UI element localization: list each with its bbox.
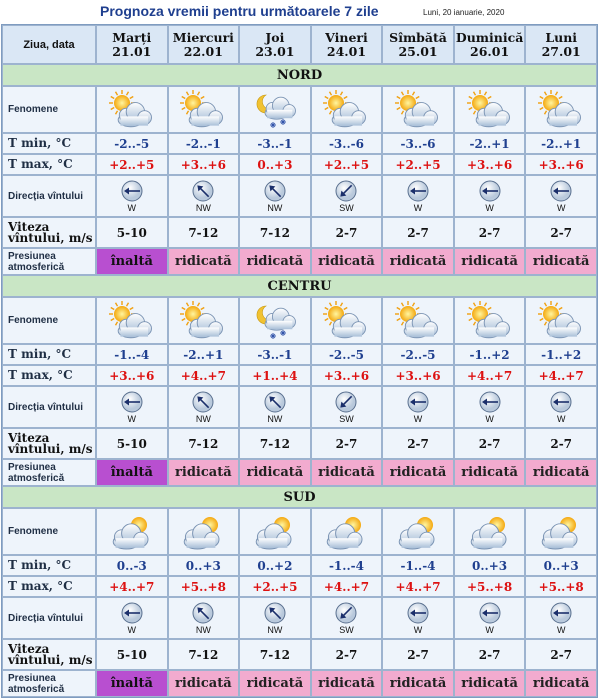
wind-direction — [383, 602, 453, 635]
wind-direction — [383, 391, 453, 424]
pressure-cell: ridicată — [525, 248, 597, 275]
partly-cloudy-icon — [395, 91, 441, 129]
pressure-cell: ridicată — [239, 248, 311, 275]
wind-compass-icon — [121, 391, 143, 413]
partly-cloudy-icon — [467, 91, 513, 129]
pressure-cell: înaltă — [96, 459, 168, 486]
wind-direction-row — [2, 386, 597, 428]
tmax-cell: +4..+7 — [525, 365, 597, 386]
wind-compass-icon — [264, 602, 286, 624]
wind-direction-cell — [239, 597, 311, 639]
wind-speed-cell: 2-7 — [311, 428, 383, 459]
day-name: Joi — [265, 29, 285, 45]
wind-direction — [455, 602, 525, 635]
wind-direction-cell — [96, 386, 168, 428]
wind-speed-cell: 2-7 — [382, 217, 454, 248]
pressure-cell: înaltă — [96, 248, 168, 275]
wind-direction — [169, 391, 239, 424]
wind-direction-label: SW — [339, 624, 354, 635]
pressure-cell: ridicată — [525, 459, 597, 486]
row-label-pressure: Presiunea atmosferică — [2, 670, 96, 697]
wind-direction — [169, 180, 239, 213]
row-label-tmin: T min, °C — [2, 344, 96, 365]
wind-direction-label: W — [485, 624, 494, 635]
day-date: 22.01 — [183, 43, 223, 59]
wind-compass-icon — [407, 602, 429, 624]
tmin-cell: 0..-3 — [96, 555, 168, 576]
wind-direction-label: W — [413, 624, 423, 635]
wind-direction — [97, 180, 167, 213]
region-row — [2, 64, 597, 86]
wind-direction-cell — [454, 386, 526, 428]
tmax-cell: +4..+7 — [168, 365, 240, 386]
partly-cloudy-icon — [323, 91, 369, 129]
wind-compass-icon — [550, 602, 572, 624]
phenomena-cell — [168, 86, 240, 133]
phenomena-cell — [311, 86, 383, 133]
tmax-row — [2, 576, 597, 597]
tmax-row — [2, 365, 597, 386]
phenomena-cell — [454, 508, 526, 555]
region-row — [2, 486, 597, 508]
wind-direction-label: W — [485, 202, 494, 213]
wind-direction — [526, 602, 596, 635]
row-label-pressure: Presiunea atmosferică — [2, 248, 96, 275]
tmax-cell: +3..+6 — [382, 365, 454, 386]
pressure-cell: ridicată — [454, 459, 526, 486]
wind-direction-label: W — [556, 624, 566, 635]
wind-direction-row — [2, 175, 597, 217]
wind-direction-cell — [311, 386, 383, 428]
day-name: Luni — [545, 29, 578, 45]
tmin-cell: -3..-1 — [239, 133, 311, 154]
region-name: CENTRU — [2, 275, 597, 297]
tmax-cell: +3..+6 — [454, 154, 526, 175]
partly-cloudy-icon — [109, 91, 155, 129]
day-date: 25.01 — [398, 43, 438, 59]
wind-direction-cell — [454, 597, 526, 639]
cloudy-sun-icon — [180, 513, 226, 551]
day-header — [96, 25, 168, 64]
day-date: 26.01 — [470, 43, 510, 59]
wind-compass-icon — [192, 180, 214, 202]
wind-direction-cell — [311, 175, 383, 217]
phenomena-cell — [96, 508, 168, 555]
row-label-wind-direction: Direcția vîntului — [2, 597, 96, 639]
partly-cloudy-icon — [538, 302, 584, 340]
tmin-cell: -1..+2 — [454, 344, 526, 365]
wind-direction-label: W — [413, 413, 423, 424]
pressure-cell: ridicată — [168, 248, 240, 275]
wind-direction-cell — [239, 175, 311, 217]
wind-compass-icon — [264, 391, 286, 413]
pressure-cell: ridicată — [168, 459, 240, 486]
wind-direction — [383, 180, 453, 213]
tmin-cell: -3..-6 — [382, 133, 454, 154]
phenomena-cell — [96, 297, 168, 344]
wind-direction-label: NW — [195, 202, 211, 213]
cloudy-sun-icon — [252, 513, 298, 551]
night-partly-cloudy-snow-icon — [252, 302, 298, 340]
wind-speed-cell: 2-7 — [382, 428, 454, 459]
wind-compass-icon — [479, 602, 501, 624]
wind-direction-cell — [168, 175, 240, 217]
tmin-cell: 0..+2 — [239, 555, 311, 576]
tmin-cell: -2..-1 — [168, 133, 240, 154]
wind-direction-label: NW — [195, 624, 211, 635]
phenomena-cell — [382, 86, 454, 133]
night-partly-cloudy-snow-icon — [252, 91, 298, 129]
cloudy-sun-icon — [109, 513, 155, 551]
wind-direction — [240, 602, 310, 635]
wind-speed-cell: 7-12 — [168, 217, 240, 248]
day-header — [239, 25, 311, 64]
day-name: Marți — [112, 29, 152, 45]
tmin-cell: 0..+3 — [168, 555, 240, 576]
wind-direction-cell — [96, 597, 168, 639]
pressure-row — [2, 248, 597, 275]
tmax-row — [2, 154, 597, 175]
wind-direction — [97, 391, 167, 424]
phenomena-row — [2, 297, 597, 344]
pressure-cell: ridicată — [239, 459, 311, 486]
phenomena-cell — [454, 86, 526, 133]
tmin-cell: -3..-1 — [239, 344, 311, 365]
pressure-cell: ridicată — [454, 670, 526, 697]
row-label-phenomena: Fenomene — [2, 297, 96, 344]
day-date: 24.01 — [326, 43, 367, 59]
wind-direction-label: NW — [195, 413, 211, 424]
tmax-cell: +5..+8 — [454, 576, 526, 597]
pressure-cell: ridicată — [239, 670, 311, 697]
tmin-cell: -2..+1 — [454, 133, 526, 154]
partly-cloudy-icon — [395, 302, 441, 340]
day-name: Sîmbătă — [389, 29, 447, 45]
wind-direction — [312, 602, 382, 635]
wind-direction — [526, 180, 596, 213]
pressure-row — [2, 670, 597, 697]
tmin-cell: -1..-4 — [96, 344, 168, 365]
wind-compass-icon — [192, 602, 214, 624]
wind-compass-icon — [479, 391, 501, 413]
wind-direction-label: SW — [339, 202, 354, 213]
row-label-pressure: Presiunea atmosferică — [2, 459, 96, 486]
wind-direction-label: NW — [267, 413, 283, 424]
wind-direction-label: W — [127, 202, 137, 213]
phenomena-row — [2, 86, 597, 133]
wind-speed-cell: 2-7 — [525, 639, 597, 670]
wind-speed-cell: 5-10 — [96, 639, 168, 670]
tmin-row — [2, 133, 597, 154]
tmax-cell: +2..+5 — [239, 576, 311, 597]
wind-speed-cell: 7-12 — [239, 428, 311, 459]
wind-direction — [455, 180, 525, 213]
tmax-cell: +4..+7 — [454, 365, 526, 386]
wind-direction — [526, 391, 596, 424]
wind-speed-row — [2, 428, 597, 459]
pressure-cell: ridicată — [311, 670, 383, 697]
day-header — [382, 25, 454, 64]
phenomena-cell — [96, 86, 168, 133]
partly-cloudy-icon — [323, 302, 369, 340]
wind-speed-cell: 7-12 — [168, 639, 240, 670]
cloudy-sun-icon — [323, 513, 369, 551]
day-header — [311, 25, 383, 64]
wind-direction-cell — [168, 386, 240, 428]
phenomena-cell — [239, 86, 311, 133]
pressure-cell: ridicată — [454, 248, 526, 275]
phenomena-row — [2, 508, 597, 555]
row-label-wind-direction: Direcția vîntului — [2, 386, 96, 428]
day-name: Miercuri — [172, 29, 234, 45]
tmax-cell: +4..+7 — [311, 576, 383, 597]
wind-compass-icon — [264, 180, 286, 202]
pressure-cell: înaltă — [96, 670, 168, 697]
tmax-cell: +3..+6 — [96, 365, 168, 386]
wind-direction-cell — [382, 175, 454, 217]
pressure-row — [2, 459, 597, 486]
wind-direction — [169, 602, 239, 635]
wind-speed-cell: 2-7 — [454, 639, 526, 670]
page-title: Prognoza vremii pentru următoarele 7 zile — [100, 3, 379, 19]
phenomena-cell — [239, 508, 311, 555]
wind-direction — [455, 391, 525, 424]
row-label-tmin: T min, °C — [2, 555, 96, 576]
phenomena-cell — [311, 297, 383, 344]
wind-compass-icon — [479, 180, 501, 202]
tmax-cell: 0..+3 — [239, 154, 311, 175]
wind-speed-cell: 2-7 — [525, 428, 597, 459]
wind-direction-label: W — [127, 624, 137, 635]
tmin-cell: -2..-5 — [382, 344, 454, 365]
row-label-wind-speed: Viteza vîntului, m/s — [2, 217, 96, 248]
header-label: Ziua, data — [2, 25, 96, 64]
wind-direction-cell — [311, 597, 383, 639]
wind-direction-row — [2, 597, 597, 639]
wind-direction-label: W — [556, 202, 566, 213]
days-header-row — [2, 25, 597, 64]
pressure-cell: ridicată — [311, 248, 383, 275]
region-name: SUD — [2, 486, 597, 508]
wind-direction-label: W — [127, 413, 137, 424]
phenomena-cell — [168, 508, 240, 555]
tmin-cell: -1..+2 — [525, 344, 597, 365]
wind-direction — [240, 180, 310, 213]
phenomena-cell — [382, 508, 454, 555]
pressure-cell: ridicată — [382, 670, 454, 697]
wind-compass-icon — [407, 391, 429, 413]
tmax-cell: +4..+7 — [382, 576, 454, 597]
tmax-cell: +5..+8 — [168, 576, 240, 597]
tmin-cell: 0..+3 — [525, 555, 597, 576]
row-label-wind-speed: Viteza vîntului, m/s — [2, 428, 96, 459]
wind-speed-row — [2, 639, 597, 670]
tmin-cell: 0..+3 — [454, 555, 526, 576]
day-date: 23.01 — [255, 43, 295, 59]
wind-direction-label: W — [485, 413, 494, 424]
phenomena-cell — [239, 297, 311, 344]
wind-speed-cell: 2-7 — [311, 217, 383, 248]
cloudy-sun-icon — [395, 513, 441, 551]
pressure-cell: ridicată — [311, 459, 383, 486]
tmax-cell: +2..+5 — [382, 154, 454, 175]
wind-direction — [240, 391, 310, 424]
tmax-cell: +3..+6 — [311, 365, 383, 386]
pressure-cell: ridicată — [382, 248, 454, 275]
row-label-phenomena: Fenomene — [2, 86, 96, 133]
wind-direction-label: NW — [267, 202, 283, 213]
wind-compass-icon — [335, 180, 357, 202]
day-name: Duminică — [455, 29, 524, 45]
wind-direction-cell — [382, 386, 454, 428]
wind-direction-cell — [96, 175, 168, 217]
wind-direction — [312, 180, 382, 213]
phenomena-cell — [525, 297, 597, 344]
wind-direction-cell — [454, 175, 526, 217]
phenomena-cell — [454, 297, 526, 344]
phenomena-cell — [311, 508, 383, 555]
region-row — [2, 275, 597, 297]
wind-direction-cell — [239, 386, 311, 428]
partly-cloudy-icon — [467, 302, 513, 340]
row-label-tmax: T max, °C — [2, 365, 96, 386]
day-header — [454, 25, 526, 64]
partly-cloudy-icon — [180, 302, 226, 340]
wind-direction-label: SW — [339, 413, 354, 424]
wind-compass-icon — [121, 180, 143, 202]
wind-direction-cell — [382, 597, 454, 639]
pressure-cell: ridicată — [168, 670, 240, 697]
row-label-tmax: T max, °C — [2, 154, 96, 175]
tmin-row — [2, 555, 597, 576]
tmax-cell: +1..+4 — [239, 365, 311, 386]
wind-speed-cell: 5-10 — [96, 428, 168, 459]
wind-compass-icon — [335, 391, 357, 413]
wind-speed-cell: 2-7 — [454, 428, 526, 459]
tmax-cell: +2..+5 — [311, 154, 383, 175]
page-header — [0, 0, 600, 24]
day-header — [168, 25, 240, 64]
tmin-cell: -2..+1 — [168, 344, 240, 365]
day-name: Vineri — [325, 29, 368, 45]
tmax-cell: +3..+6 — [525, 154, 597, 175]
cloudy-sun-icon — [467, 513, 513, 551]
tmin-cell: -3..-6 — [311, 133, 383, 154]
region-name: NORD — [2, 64, 597, 86]
tmin-cell: -2..-5 — [96, 133, 168, 154]
wind-compass-icon — [550, 391, 572, 413]
row-label-wind-speed: Viteza vîntului, m/s — [2, 639, 96, 670]
tmax-cell: +4..+7 — [96, 576, 168, 597]
tmin-cell: -1..-4 — [311, 555, 383, 576]
phenomena-cell — [382, 297, 454, 344]
wind-speed-cell: 2-7 — [525, 217, 597, 248]
wind-direction-label: NW — [267, 624, 283, 635]
wind-direction-cell — [168, 597, 240, 639]
wind-speed-cell: 2-7 — [454, 217, 526, 248]
tmin-cell: -1..-4 — [382, 555, 454, 576]
wind-direction-label: W — [413, 202, 423, 213]
tmax-cell: +2..+5 — [96, 154, 168, 175]
wind-direction-cell — [525, 597, 597, 639]
partly-cloudy-icon — [180, 91, 226, 129]
wind-speed-cell: 2-7 — [382, 639, 454, 670]
row-label-tmin: T min, °C — [2, 133, 96, 154]
wind-direction-cell — [525, 386, 597, 428]
tmin-cell: -2..-5 — [311, 344, 383, 365]
day-header — [525, 25, 597, 64]
tmin-row — [2, 344, 597, 365]
wind-speed-cell: 7-12 — [168, 428, 240, 459]
wind-speed-cell: 2-7 — [311, 639, 383, 670]
wind-speed-row — [2, 217, 597, 248]
forecast-table — [1, 24, 598, 698]
pressure-cell: ridicată — [382, 459, 454, 486]
partly-cloudy-icon — [109, 302, 155, 340]
wind-compass-icon — [550, 180, 572, 202]
wind-direction-cell — [525, 175, 597, 217]
day-date: 27.01 — [541, 43, 581, 59]
row-label-tmax: T max, °C — [2, 576, 96, 597]
wind-direction — [97, 602, 167, 635]
wind-direction — [312, 391, 382, 424]
partly-cloudy-icon — [538, 91, 584, 129]
wind-direction-label: W — [556, 413, 566, 424]
wind-speed-cell: 7-12 — [239, 217, 311, 248]
wind-compass-icon — [192, 391, 214, 413]
wind-compass-icon — [335, 602, 357, 624]
wind-compass-icon — [121, 602, 143, 624]
cloudy-sun-icon — [538, 513, 584, 551]
phenomena-cell — [525, 508, 597, 555]
tmax-cell: +5..+8 — [525, 576, 597, 597]
row-label-wind-direction: Direcția vîntului — [2, 175, 96, 217]
phenomena-cell — [525, 86, 597, 133]
phenomena-cell — [168, 297, 240, 344]
wind-speed-cell: 7-12 — [239, 639, 311, 670]
tmin-cell: -2..+1 — [525, 133, 597, 154]
tmax-cell: +3..+6 — [168, 154, 240, 175]
wind-speed-cell: 5-10 — [96, 217, 168, 248]
wind-compass-icon — [407, 180, 429, 202]
day-date: 21.01 — [112, 43, 152, 59]
row-label-phenomena: Fenomene — [2, 508, 96, 555]
pressure-cell: ridicată — [525, 670, 597, 697]
issue-date: Luni, 20 ianuarie, 2020 — [423, 8, 505, 17]
